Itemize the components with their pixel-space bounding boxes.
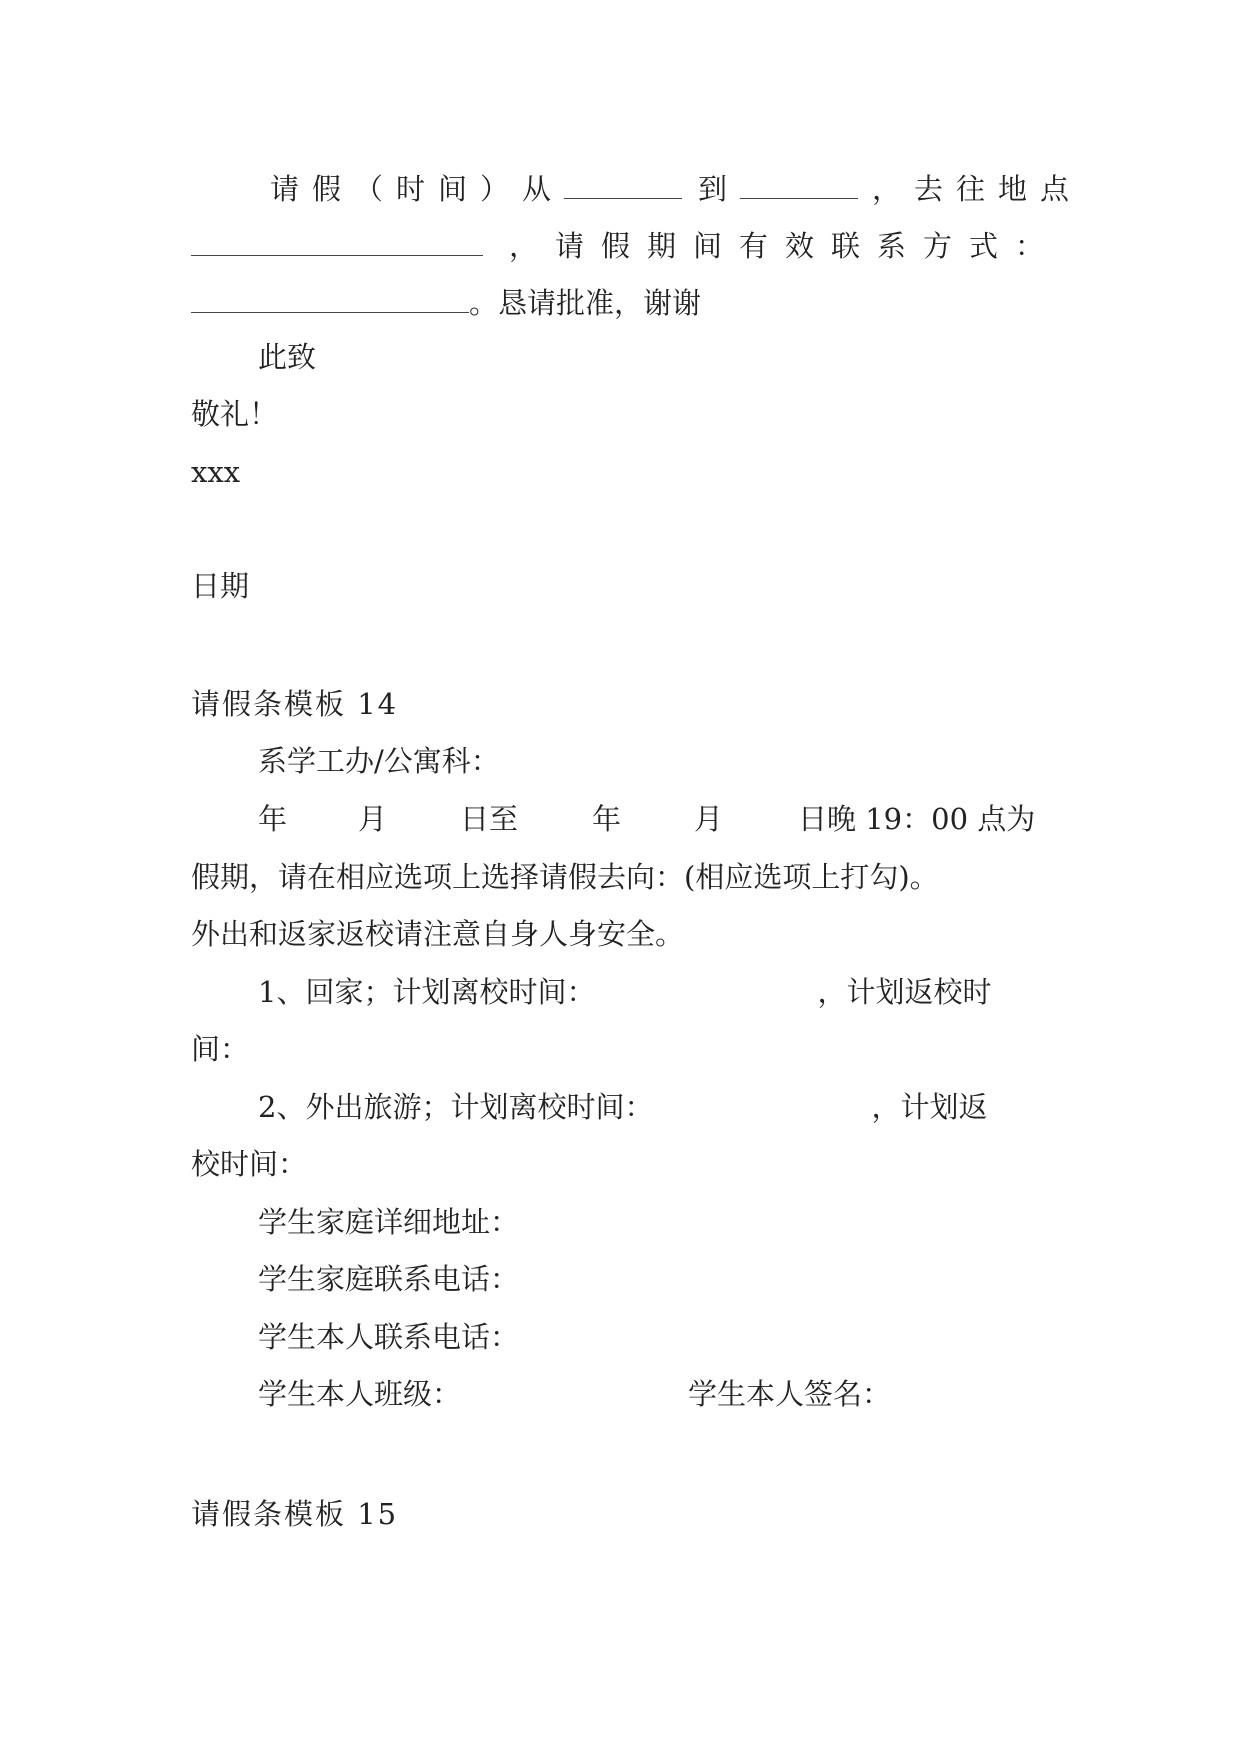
option-travel-return: ，计划返	[871, 1090, 988, 1124]
own-phone-label: 学生本人联系电话：	[258, 1320, 520, 1354]
option-travel-label: 2、外出旅游；计划离校时间：	[258, 1090, 654, 1124]
home-phone-label: 学生家庭联系电话：	[258, 1262, 520, 1296]
end-time-label: 日晚 19：00 点为	[798, 802, 1036, 836]
leave-period-prefix: 请假（时间）从	[270, 172, 565, 206]
request-line	[191, 282, 701, 321]
day-to-label: 日至	[460, 802, 519, 836]
class-label: 学生本人班级：	[258, 1377, 462, 1411]
option-travel-cont: 校时间：	[191, 1147, 308, 1181]
leave-period-line	[270, 168, 1082, 207]
year-label-2: 年	[592, 802, 622, 836]
contact-line	[191, 225, 1061, 264]
signature-name: xxx	[191, 455, 241, 489]
home-address-label: 学生家庭详细地址：	[258, 1205, 520, 1239]
month-label-1: 月	[358, 802, 388, 836]
date-label: 日期	[191, 569, 250, 603]
request-text: 。恳请批准，谢谢	[469, 286, 702, 320]
destination-blank	[191, 225, 483, 256]
start-date-blank	[564, 168, 682, 199]
option-home	[258, 974, 991, 1010]
year-label-1: 年	[258, 802, 288, 836]
safety-note: 外出和返家返校请注意自身人身安全。	[191, 917, 685, 951]
end-date-blank	[740, 168, 858, 199]
destination-label: ，去往地点	[872, 172, 1083, 206]
template14-title: 请假条模板 14	[191, 687, 399, 721]
option-home-cont: 间：	[191, 1032, 250, 1066]
contact-blank	[191, 282, 469, 313]
addressee: 系学工办/公寓科：	[258, 744, 500, 778]
signature-label: 学生本人签名：	[688, 1377, 892, 1411]
closing-greeting: 此致	[258, 340, 317, 374]
month-label-2: 月	[694, 802, 724, 836]
direction-instruction: 假期，请在相应选项上选择请假去向：(相应选项上打勾)。	[191, 860, 939, 894]
contact-label: ，请假期间有效联系方式：	[509, 229, 1062, 263]
option-travel	[258, 1089, 987, 1125]
template15-title: 请假条模板 15	[191, 1497, 399, 1531]
to-word: 到	[698, 172, 741, 206]
option-home-return: ，计划返校时	[817, 975, 992, 1009]
closing-salute: 敬礼！	[191, 397, 279, 431]
option-home-label: 1、回家；计划离校时间：	[258, 975, 596, 1009]
